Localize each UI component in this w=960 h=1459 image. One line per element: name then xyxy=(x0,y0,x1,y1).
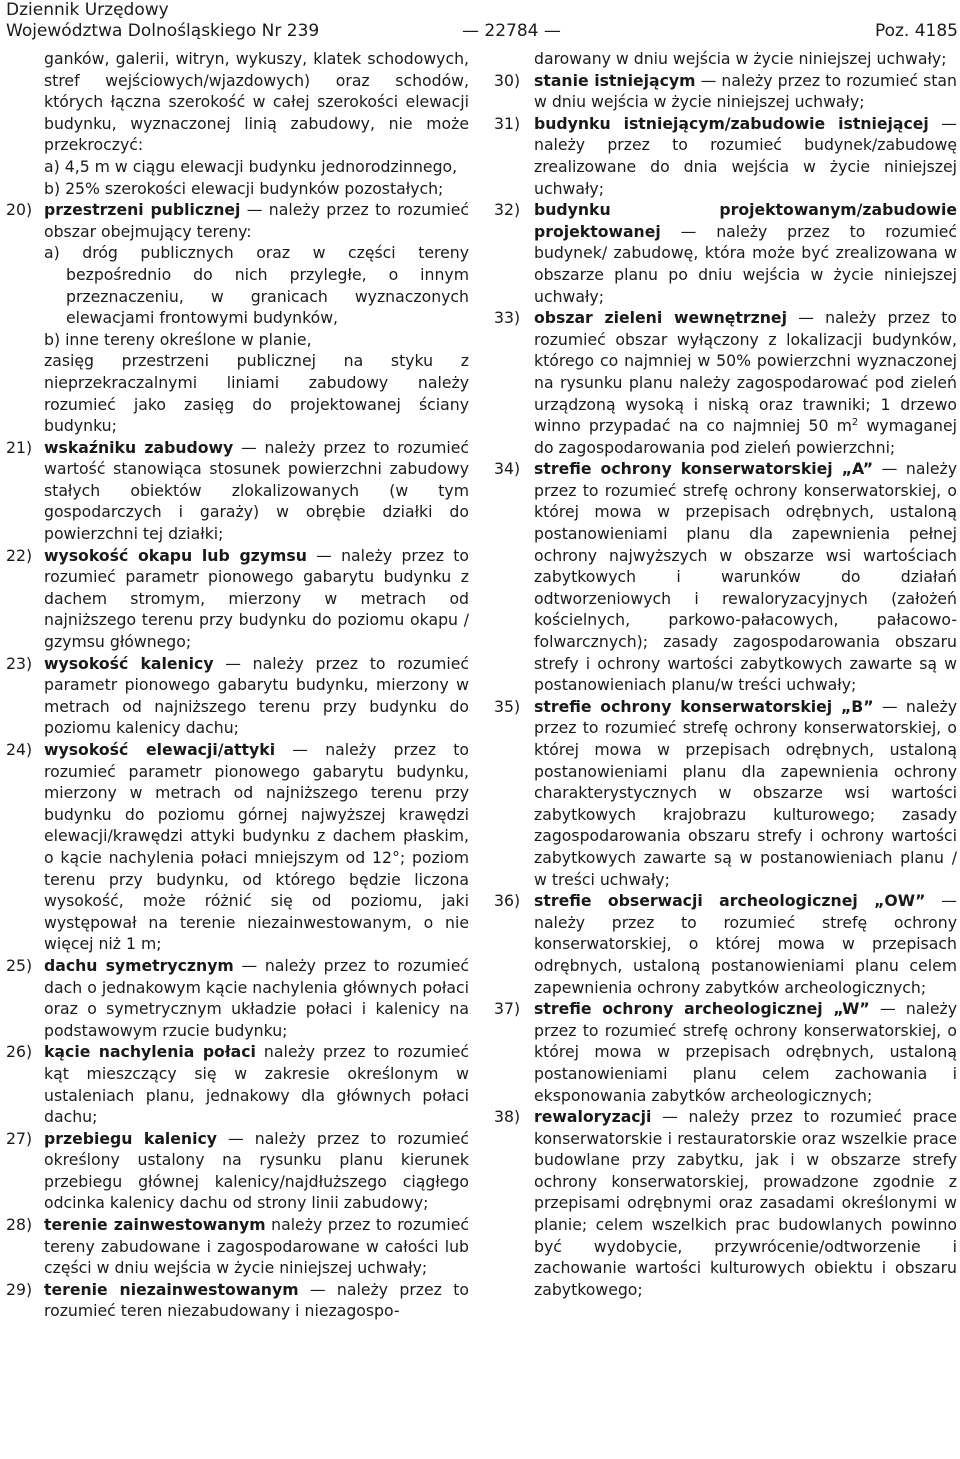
item-20-sub-b: b) inne tereny określone w planie, xyxy=(44,329,312,349)
definition-item-34 xyxy=(494,458,957,696)
defined-term: strefie obserwacji archeologicznej „OW” xyxy=(534,891,926,911)
item-number: 20) xyxy=(6,200,33,220)
item-19-sub-b: b) 25% szerokości elewacji budynków pozostałych; xyxy=(44,178,444,198)
defined-term: wysokość kalenicy xyxy=(44,653,214,673)
definition-item-33 xyxy=(494,307,957,458)
definition-item-21 xyxy=(6,437,469,545)
definition-text: — należy przez to rozumieć teren niezabudowany i niezagospo- xyxy=(44,1279,469,1321)
definition-item-29 xyxy=(6,1279,469,1322)
defined-term: strefie ochrony konserwatorskiej „A” xyxy=(534,459,874,479)
defined-term: budynku projektowanym/zabudowie projektowanej xyxy=(534,200,957,241)
definition-text: — należy przez to rozumieć budynek/ zabudowę, która może być zrealizowana w obszarze planu po dniu wejścia w życie niniejszej uchwały; xyxy=(534,221,957,306)
defined-term: wskaźniku zabudowy xyxy=(44,437,234,457)
definition-item-27 xyxy=(6,1128,469,1214)
item-number: 37) xyxy=(494,999,521,1019)
item-number: 31) xyxy=(494,113,521,133)
defined-term: przebiegu kalenicy xyxy=(44,1128,217,1148)
defined-term: kącie nachylenia połaci xyxy=(44,1042,256,1062)
page-header xyxy=(6,0,960,44)
definition-item-22 xyxy=(6,545,469,653)
position-number: Poz. 4185 xyxy=(874,21,958,41)
definition-text: — należy przez to rozumieć dach o jednakowym kącie nachylenia głównych połaci oraz o symetrycznym układzie połaci i kalenicy na podstawowym rzucie budynku; xyxy=(44,955,469,1040)
item-20-sub-a: a) dróg publicznych oraz w części tereny bezpośrednio do nich przyległe, o innym przeznaczeniu, w granicach wyznaczonych elewacjami frontowymi budynków, xyxy=(44,243,469,328)
item-number: 36) xyxy=(494,891,521,911)
item-19-continuation: ganków, galerii, witryn, wykuszy, klatek schodowych, stref wejściowych/wjazdowych) oraz schodów, których łączna szerokość w całej szerokości elewacji budynku, wyznaczonej linią zabudowy, nie może przekroczyć: xyxy=(44,49,469,155)
right-column xyxy=(494,48,957,1300)
item-number: 32) xyxy=(494,200,521,220)
item-20-tail: zasięg przestrzeni publicznej na styku z nieprzekraczalnymi liniami zabudowy należy rozumieć jako zasięg do projektowanej ściany budynku; xyxy=(44,351,469,436)
defined-term: stanie istniejącym xyxy=(534,70,696,90)
item-number: 29) xyxy=(6,1279,33,1299)
definition-text: — należy przez to rozumieć strefę ochrony konserwatorskiej, o której mowa w przepisach odrębnych, ustaloną postanowieniami planu celem zachowania i eksponowania zabytków archeologicznych; xyxy=(534,999,957,1105)
definition-text: — należy przez to rozumieć budynek/zabudowę zrealizowane do dnia wejścia w życie niniejszej uchwały; xyxy=(534,113,957,198)
definition-text: — należy przez to rozumieć strefę ochrony konserwatorskiej, o której mowa w przepisach odrębnych, ustaloną postanowieniami planu dla zapewnienia pełnej ochrony najwyższych w obszarze wsi wartościach zabytkowych i warunków do działań odtworzeniowych i rewaloryzacyjnych (założeń kościelnych, parkowo-pałacowych, pałacowo-folwarcznych); zasady zagospodarowania obszaru strefy i ochrony wartości zabytkowych zawarte są w postanowieniach planu/w treści uchwały; xyxy=(534,459,958,695)
definition-text: — należy przez to rozumieć obszar obejmujący tereny: xyxy=(44,200,469,241)
definition-text: należy przez to rozumieć kąt mieszczący się w zakresie określonym w ustaleniach planu, jednakowy dla głównych połaci dachu; xyxy=(44,1042,469,1127)
definition-text: — należy przez to rozumieć obszar wyłączony z lokalizacji budynków, którego co najmniej w 50% powierzchni wyznaczonej na rysunku planu należy zagospodarować pod zieleń urządzoną wysoką i niską oraz trawniki; 1 drzewo winno przypadać na co najmniej 50 m xyxy=(534,308,957,436)
definition-text: — należy przez to rozumieć stan w dniu wejścia w życie niniejszej uchwały; xyxy=(534,70,957,112)
definition-text: — należy przez to rozumieć określony ustalony na rysunku planu kierunek przebiegu głównej kalenicy/najdłuższego ciągłego odcinka kalenicy dachu od strony linii zabudowy; xyxy=(44,1128,469,1213)
definition-text: — należy przez to rozumieć prace konserwatorskie i restauratorskie oraz wszelkie prace budowlane przy zabytku, jak i w obszarze strefy ochrony konserwatorskiej, prowadzone zgodnie z przepisami odrębnymi oraz zasadami określonymi w planie; celem wszelkich prac budowlanych powinno być wydobycie, przywrócenie/odtworzenie i zachowanie wartości kulturowych obiektu i obszaru zabytkowego; xyxy=(534,1107,957,1299)
definition-item-30 xyxy=(494,70,957,113)
defined-term: budynku istniejącym/zabudowie istniejącej xyxy=(534,113,929,133)
definition-item-20 xyxy=(6,199,469,242)
definition-item-24 xyxy=(6,739,469,955)
definition-item-28 xyxy=(6,1214,469,1279)
item-number: 26) xyxy=(6,1042,33,1062)
item-number: 34) xyxy=(494,459,521,479)
defined-term: terenie niezainwestowanym xyxy=(44,1279,299,1299)
definition-item-35 xyxy=(494,696,957,890)
defined-term: dachu symetrycznym xyxy=(44,955,234,975)
defined-term: strefie ochrony konserwatorskiej „B” xyxy=(534,696,874,716)
item-number: 38) xyxy=(494,1107,521,1127)
definition-item-36 xyxy=(494,890,957,998)
definition-text: — należy przez to rozumieć parametr pionowego gabarytu budynku, mierzony w metrach od najniższego terenu przy budynku do poziomu górnej najwyższej krawędzi elewacji/krawędzi attyki budynku z dachem płaskim, o kącie nachylenia połaci mniejszym od 12°; poziom terenu przy budynku, od którego będzie liczona wysokość, może różnić się od poziomu, jaki występował na terenie niezainwestowanym, o nie więcej niż 1 m; xyxy=(44,740,470,954)
page-number: — 22784 — xyxy=(462,21,561,41)
defined-term: wysokość okapu lub gzymsu xyxy=(44,545,307,565)
definition-text: należy przez to rozumieć tereny zabudowane i zagospodarowane w całości lub części w dniu wejścia w życie niniejszej uchwały; xyxy=(44,1215,469,1278)
item-number: 35) xyxy=(494,696,521,716)
definition-item-31 xyxy=(494,113,957,199)
item-number: 23) xyxy=(6,653,33,673)
defined-term: strefie ochrony archeologicznej „W” xyxy=(534,999,870,1019)
item-number: 28) xyxy=(6,1215,33,1235)
journal-subtitle xyxy=(6,21,960,42)
definition-text: — należy przez to rozumieć wartość stanowiąca stosunek powierzchni zabudowy stałych obiektów zlokalizowanych (w tym gospodarczych i garaży) w obrębie działki do powierzchni tej działki; xyxy=(44,437,469,544)
definition-item-25 xyxy=(6,955,469,1041)
definition-text-tail: wymaganej do zagospodarowania pod zieleń powierzchni; xyxy=(534,416,957,457)
item-number: 33) xyxy=(494,308,521,328)
journal-issue: Województwa Dolnośląskiego Nr 239 xyxy=(6,21,320,41)
defined-term: przestrzeni publicznej xyxy=(44,200,241,220)
definition-item-38 xyxy=(494,1106,957,1300)
item-number: 24) xyxy=(6,740,33,759)
definition-text: — należy przez to rozumieć strefę ochrony konserwatorskiej, o której mowa w przepisach odrębnych, ustaloną postanowieniami planu celem zapewnienia ochrony zabytków archeologicznych; xyxy=(534,891,957,997)
item-number: 22) xyxy=(6,545,33,565)
journal-title: Dziennik Urzędowy xyxy=(6,0,169,20)
item-number: 21) xyxy=(6,437,33,457)
definition-item-26 xyxy=(6,1041,469,1127)
superscript-exponent: 2 xyxy=(851,417,859,429)
defined-term: terenie zainwestowanym xyxy=(44,1215,266,1235)
item-number: 27) xyxy=(6,1128,33,1148)
left-column xyxy=(6,48,469,1322)
definition-item-37 xyxy=(494,998,957,1106)
defined-term: wysokość elewacji/attyki xyxy=(44,740,276,759)
item-number: 30) xyxy=(494,70,521,90)
item-19-sub-a: a) 4,5 m w ciągu elewacji budynku jednorodzinnego, xyxy=(44,156,458,176)
definition-text: — należy przez to rozumieć parametr pionowego gabarytu budynku z dachem stromym, mierzony w metrach od najniższego terenu przy budynku do poziomu okapu / gzymsu głównego; xyxy=(44,545,469,652)
definition-item-23 xyxy=(6,653,469,739)
defined-term: rewaloryzacji xyxy=(534,1107,652,1127)
definition-text: — należy przez to rozumieć strefę ochrony konserwatorskiej, o której mowa w przepisach odrębnych, ustaloną postanowieniami planu dla zapewnienia ochrony charakterystycznych w obszarze wsi wartości zabytkowych krajobrazu kulturowego; zasady zagospodarowania obszaru strefy i ochrony wartości zabytkowych zawarte są w postanowieniach planu / w treści uchwały; xyxy=(534,696,957,889)
defined-term: obszar zieleni wewnętrznej xyxy=(534,308,787,328)
definition-item-32 xyxy=(494,199,957,307)
definition-text: — należy przez to rozumieć parametr pionowego gabarytu budynku, mierzony w metrach od najniższego terenu przy budynku do poziomu kalenicy dachu; xyxy=(44,653,469,738)
item-29-continuation: darowany w dniu wejścia w życie niniejszej uchwały; xyxy=(534,49,947,68)
item-number: 25) xyxy=(6,955,33,975)
